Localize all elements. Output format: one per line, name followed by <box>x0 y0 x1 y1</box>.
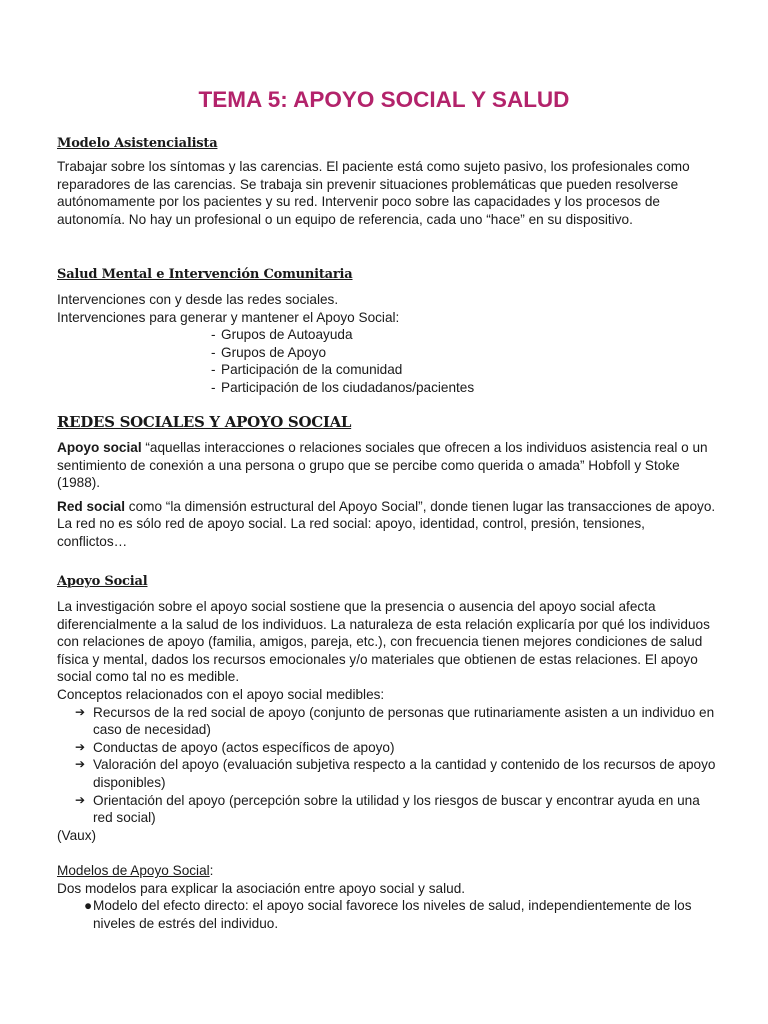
list-item: ➔ Valoración del apoyo (evaluación subjetiva respecto a la cantidad y contenido de los recursos de apoyo disponibles) <box>75 757 716 790</box>
list-item: - Grupos de Autoayuda <box>211 327 353 343</box>
list-item: ➔ Recursos de la red social de apoyo (conjunto de personas que rutinariamente asisten a un individuo en caso de necesidad) <box>75 704 715 738</box>
list-item: ➔ Conductas de apoyo (actos específicos de apoyo) <box>75 739 395 755</box>
subsection-heading: Modelos de Apoyo Social: <box>57 863 214 878</box>
term: Red social <box>57 498 125 514</box>
paragraph: Dos modelos para explicar la asociación entre apoyo social y salud. <box>57 880 466 896</box>
dash-marker: - <box>211 362 216 378</box>
paragraph-red-social: Red social como “la dimensión estructural del Apoyo Social”, donde tienen lugar las transacciones de apoyo. La red no es sólo red de apoyo social. La red social: apoyo, identidad, control, presión, tensiones, conflictos… <box>57 498 716 549</box>
section-heading: REDES SOCIALES Y APOYO SOCIAL <box>57 413 352 431</box>
term: Apoyo social <box>57 440 142 455</box>
paragraph-apoyo-social: Apoyo social “aquellas interacciones o relaciones sociales que ofrecen a los individuos asistencia real o un sentimiento de conexión a una persona o grupo que se percibe como querida o amada” Hobfoll y Stoke (1988). <box>57 440 708 491</box>
list-item: ● Modelo del efecto directo: el apoyo social favorece los niveles de salud, independientemente de los niveles de estrés del individuo. <box>84 898 692 931</box>
dash-marker: - <box>211 344 216 360</box>
models-list <box>57 897 717 932</box>
section-salud-mental <box>57 266 717 397</box>
arrow-icon: ➔ <box>75 757 86 772</box>
concepts-list <box>57 704 717 827</box>
dash-marker: - <box>211 379 216 395</box>
section-redes-sociales <box>57 413 717 551</box>
list-item: - Participación de la comunidad <box>211 362 403 378</box>
section-modelos-apoyo-social <box>57 862 717 932</box>
paragraph: La investigación sobre el apoyo social sostiene que la presencia o ausencia del apoyo social afecta diferencialmente a la salud de los individuos. La naturaleza de esta relación explicaría por qué los individuos con relaciones de apoyo (familia, amigos, pareja, etc.), con frecuencia tienen mejores condiciones de salud física y mental, dados los recursos emocionales y/o materiales que obtienen de estas relaciones. El apoyo social como tal no es medible. <box>57 599 710 685</box>
dash-marker: - <box>211 327 216 343</box>
bullet-icon: ● <box>84 898 93 914</box>
arrow-icon: ➔ <box>75 704 86 719</box>
source-citation: (Vaux) <box>57 827 97 843</box>
paragraph: Trabajar sobre los síntomas y las carencias. El paciente está como sujeto pasivo, los profesionales como reparadores de las carencias. Se trabaja sin prevenir situaciones problemáticas que pueden resolverse autónomamente por los pacientes y su red. Intervenir poco sobre las capacidades y los procesos de autonomía. No hay un profesional o un equipo de referencia, cada uno “hace” en su dispositivo. <box>57 159 690 227</box>
paragraph: Intervenciones con y desde las redes sociales. <box>57 292 339 307</box>
arrow-icon: ➔ <box>75 739 86 754</box>
section-heading: Modelo Asistencialista <box>57 136 218 151</box>
section-apoyo-social <box>57 573 717 844</box>
intervention-list <box>57 326 717 396</box>
list-item: - Participación de los ciudadanos/pacientes <box>211 379 475 395</box>
page-title: TEMA 5: APOYO SOCIAL Y SALUD <box>198 87 570 112</box>
section-modelo-asistencialista <box>57 135 717 228</box>
list-item: ➔ Orientación del apoyo (percepción sobre la utilidad y los riesgos de buscar y encontrar ayuda en una red social) <box>75 792 700 826</box>
arrow-icon: ➔ <box>75 792 86 807</box>
list-item: - Grupos de Apoyo <box>211 344 327 360</box>
paragraph: Conceptos relacionados con el apoyo social medibles: <box>57 686 385 702</box>
section-heading: Salud Mental e Intervención Comunitaria <box>57 267 353 282</box>
section-heading: Apoyo Social <box>57 574 148 589</box>
paragraph: Intervenciones para generar y mantener el Apoyo Social: <box>57 309 400 325</box>
